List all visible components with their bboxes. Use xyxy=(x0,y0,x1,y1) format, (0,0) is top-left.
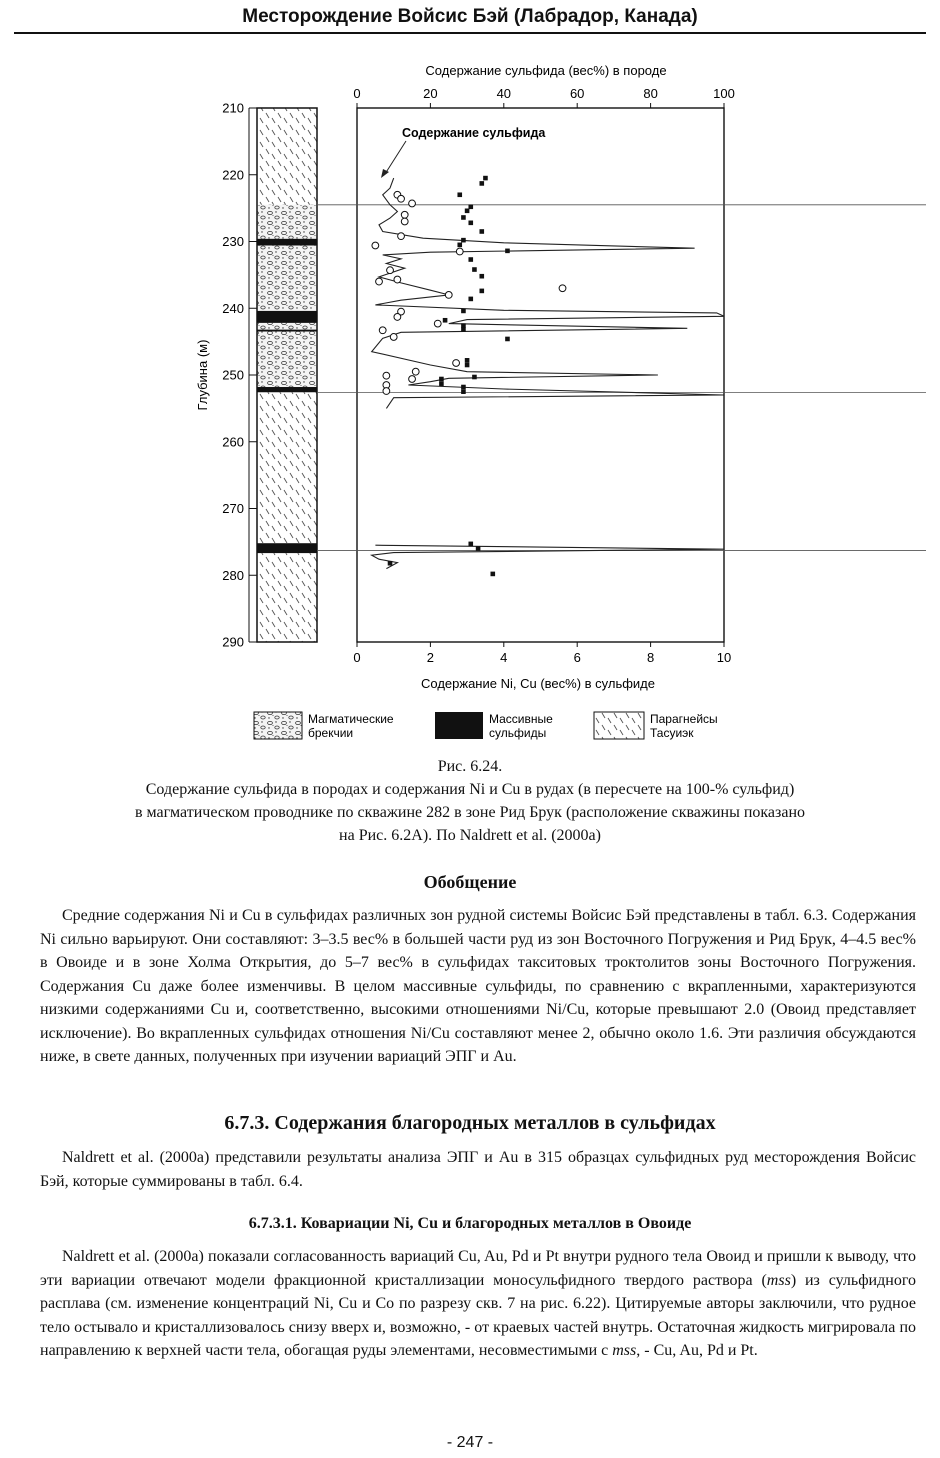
contact-lines xyxy=(317,205,926,551)
summary-heading: Обобщение xyxy=(423,872,517,892)
cu-point xyxy=(479,289,484,294)
bottom-tick-label: 0 xyxy=(353,650,361,665)
cu-point xyxy=(468,257,473,262)
annotation-leader xyxy=(385,141,406,174)
cu-point xyxy=(465,208,470,213)
cu-point xyxy=(443,318,448,323)
depth-tick-label: 240 xyxy=(222,300,244,316)
top-axis xyxy=(353,86,734,108)
lithology-column xyxy=(257,108,317,642)
subsection-paragraph xyxy=(40,1245,916,1363)
lithology-massive xyxy=(257,239,317,246)
cu-point xyxy=(461,323,466,328)
ni-point xyxy=(445,292,452,299)
top-tick-label: 80 xyxy=(643,86,658,101)
ni-point xyxy=(412,368,419,375)
ni-point xyxy=(394,276,401,283)
lithology-paragneiss xyxy=(257,108,317,205)
bottom-tick-label: 2 xyxy=(426,650,435,665)
depth-tick-label: 270 xyxy=(222,501,244,516)
top-axis-label: Содержание сульфида (вес%) в породе xyxy=(425,63,667,78)
summary-paragraph: Средние содержания Ni и Cu в сульфидах различных зон рудной системы Войсис Бэй представлены в табл. 6.3. Содержания Ni сильно варьируют. Они составляют: 3–3.5 вес% в большей части руд из зон Восточного Погружения и Рид Брук, 4–4.5 вес% в Овоиде и в зоне Холма Открытия, до 5–7 вес% в сульфидах такситовых троктолитов зоны Восточного Погружения. Содержания Cu даже более изменчивы. В целом массивные сульфиды, по сравнению с вкрапленными, характеризуются низкими содержаниями Cu и, соответственно, высокими отношениями Ni/Cu, которые превышают 2.0 (Овоид представляет исключение). Во вкрапленных сульфидах отношения Ni/Cu составляют менее 2, обычно около 1.6. Эти различия обсуждаются ниже, в свете данных, полученных при изучении вариаций ЭПГ и Au. xyxy=(40,907,916,1065)
cu-point xyxy=(490,572,495,577)
legend-swatch-massive xyxy=(435,712,483,739)
mss-term: mss xyxy=(766,1271,791,1289)
subsection-text-3: , - Cu, Au, Pd и Pt. xyxy=(636,1342,758,1359)
lithology-breccia xyxy=(257,323,317,330)
lithology-breccia xyxy=(257,332,317,387)
sulfide-annotation: Содержание сульфида xyxy=(402,126,546,140)
cu-point xyxy=(388,561,393,566)
cu-point xyxy=(465,358,470,363)
top-tick-label: 100 xyxy=(713,86,735,101)
lithology-breccia xyxy=(257,205,317,239)
top-tick-label: 40 xyxy=(496,86,512,101)
bottom-tick-label: 8 xyxy=(646,650,655,665)
lithology-massive xyxy=(257,311,317,323)
cu-point xyxy=(468,221,473,226)
ni-point xyxy=(559,285,566,292)
ni-point xyxy=(398,195,405,202)
figure-drillhole-chart xyxy=(0,40,940,750)
legend xyxy=(254,712,718,740)
depth-tick-label: 290 xyxy=(222,634,244,650)
ni-point xyxy=(401,218,408,225)
legend-breccia-line1: Магматические xyxy=(308,712,394,726)
mss-term-2: mss xyxy=(612,1342,637,1359)
ni-point xyxy=(372,242,379,249)
cu-point xyxy=(476,546,481,551)
ni-point xyxy=(398,233,405,240)
figure-caption-line2: в магматическом проводнике по скважине 282 в зоне Рид Брук (расположение скважины показано xyxy=(134,804,806,821)
lithology-massive xyxy=(257,387,317,392)
cu-point xyxy=(479,229,484,234)
bottom-axis xyxy=(353,642,731,665)
bottom-tick-label: 10 xyxy=(716,650,732,665)
cu-point xyxy=(465,363,470,368)
cu-point xyxy=(483,176,488,181)
section-paragraph: Naldrett et al. (2000a) представили результаты анализа ЭПГ и Au в 315 образцах сульфидных руд месторождения Войсис Бэй, которые суммированы в табл. 6.4. xyxy=(40,1149,916,1190)
figure-caption-line1: Содержание сульфида в породах и содержания Ni и Cu в рудах (в пересчете на 100-% сульфид) xyxy=(145,781,795,798)
legend-swatch-breccia xyxy=(254,712,302,739)
figure-label: Рис. 6.24. xyxy=(437,758,503,775)
cu-point xyxy=(461,385,466,390)
cu-point xyxy=(479,181,484,186)
top-tick-label: 60 xyxy=(569,86,585,101)
ni-point xyxy=(434,320,441,327)
depth-tick-label: 220 xyxy=(222,167,244,183)
header-rule xyxy=(14,32,926,34)
legend-massive-line2: сульфиды xyxy=(489,726,547,740)
cu-point xyxy=(468,542,473,547)
bottom-tick-label: 6 xyxy=(573,650,581,665)
legend-paragneiss-line1: Парагнейсы xyxy=(650,712,718,726)
lithology-massive xyxy=(257,330,317,332)
bottom-axis-label: Содержание Ni, Cu (вес%) в сульфиде xyxy=(421,676,655,691)
ni-point xyxy=(383,388,390,395)
legend-breccia-line2: брекчии xyxy=(308,726,354,740)
cu-point xyxy=(461,309,466,314)
sulfide-content-line xyxy=(372,178,724,568)
ni-point xyxy=(409,200,416,207)
legend-massive-line1: Массивные xyxy=(489,712,553,726)
depth-axis-label: Глубина (м) xyxy=(195,339,210,411)
ni-point xyxy=(390,334,397,341)
ni-point xyxy=(376,278,383,285)
bottom-tick-label: 4 xyxy=(500,650,508,665)
legend-paragneiss-line2: Тасуиэк xyxy=(650,726,694,740)
depth-tick-label: 250 xyxy=(222,367,244,383)
depth-tick-label: 210 xyxy=(222,100,244,116)
lithology-breccia xyxy=(257,246,317,311)
subsection-text-1: Naldrett et al. (2000a) показали согласованность вариаций Cu, Au, Pd и Pt внутри рудного тела Овоид и пришли к выводу, что эти вариации отвечают модели фракционной кристаллизации моносульфидного твердого раствора ( xyxy=(40,1248,916,1289)
cu-point xyxy=(461,327,466,332)
top-tick-label: 20 xyxy=(423,86,438,101)
subsection-text-2: ) из сульфидного расплава (см. изменение концентраций Ni, Cu и Co по разрезу скв. 7 на рис. 6.22). Цитируемые авторы заключили, что рудное тело остывало и кристаллизовалось снизу вверх и, возможно, - от краевых частей внутрь. Остаточная жидкость мигрировала по направлению к верхней части тела, обогащая руды элементами, несовместимыми с xyxy=(40,1271,916,1359)
ni-point xyxy=(394,314,401,321)
cu-point xyxy=(461,238,466,243)
figure-caption-line3: на Рис. 6.2А). По Naldrett et al. (2000a) xyxy=(339,827,601,844)
ni-point xyxy=(453,360,460,367)
cu-point xyxy=(461,389,466,394)
ni-point xyxy=(379,327,386,334)
plot-frame xyxy=(357,108,724,642)
section-heading: 6.7.3. Содержания благородных металлов в сульфидах xyxy=(224,1112,716,1134)
cu-point xyxy=(505,337,510,342)
depth-tick-label: 260 xyxy=(222,434,244,450)
running-header: Месторождение Войсис Бэй (Лабрадор, Канада) xyxy=(242,6,698,27)
depth-tick-label: 230 xyxy=(222,234,244,249)
lithology-massive xyxy=(257,543,317,553)
cu-point xyxy=(472,267,477,272)
cu-point xyxy=(439,377,444,382)
cu-point xyxy=(461,215,466,220)
depth-tick-label: 280 xyxy=(222,567,244,583)
cu-point xyxy=(468,204,473,209)
subsection-heading: 6.7.3.1. Ковариации Ni, Cu и благородных металлов в Овоиде xyxy=(248,1215,692,1232)
legend-swatch-paragneiss xyxy=(594,712,644,739)
cu-point xyxy=(439,381,444,386)
top-tick-label: 0 xyxy=(353,86,361,101)
cu-point xyxy=(457,192,462,197)
cu-point xyxy=(479,274,484,279)
ni-point xyxy=(456,248,463,255)
lithology-paragneiss xyxy=(257,392,317,543)
lithology-paragneiss xyxy=(257,553,317,642)
page-number: - 247 - xyxy=(446,1434,494,1451)
ni-point xyxy=(387,267,394,274)
depth-axis xyxy=(222,101,257,650)
ni-point xyxy=(401,211,408,218)
cu-point xyxy=(457,243,462,248)
cu-point xyxy=(505,249,510,254)
cu-point xyxy=(472,375,477,380)
ni-point xyxy=(383,372,390,379)
ni-point xyxy=(409,376,416,383)
cu-point xyxy=(468,297,473,302)
